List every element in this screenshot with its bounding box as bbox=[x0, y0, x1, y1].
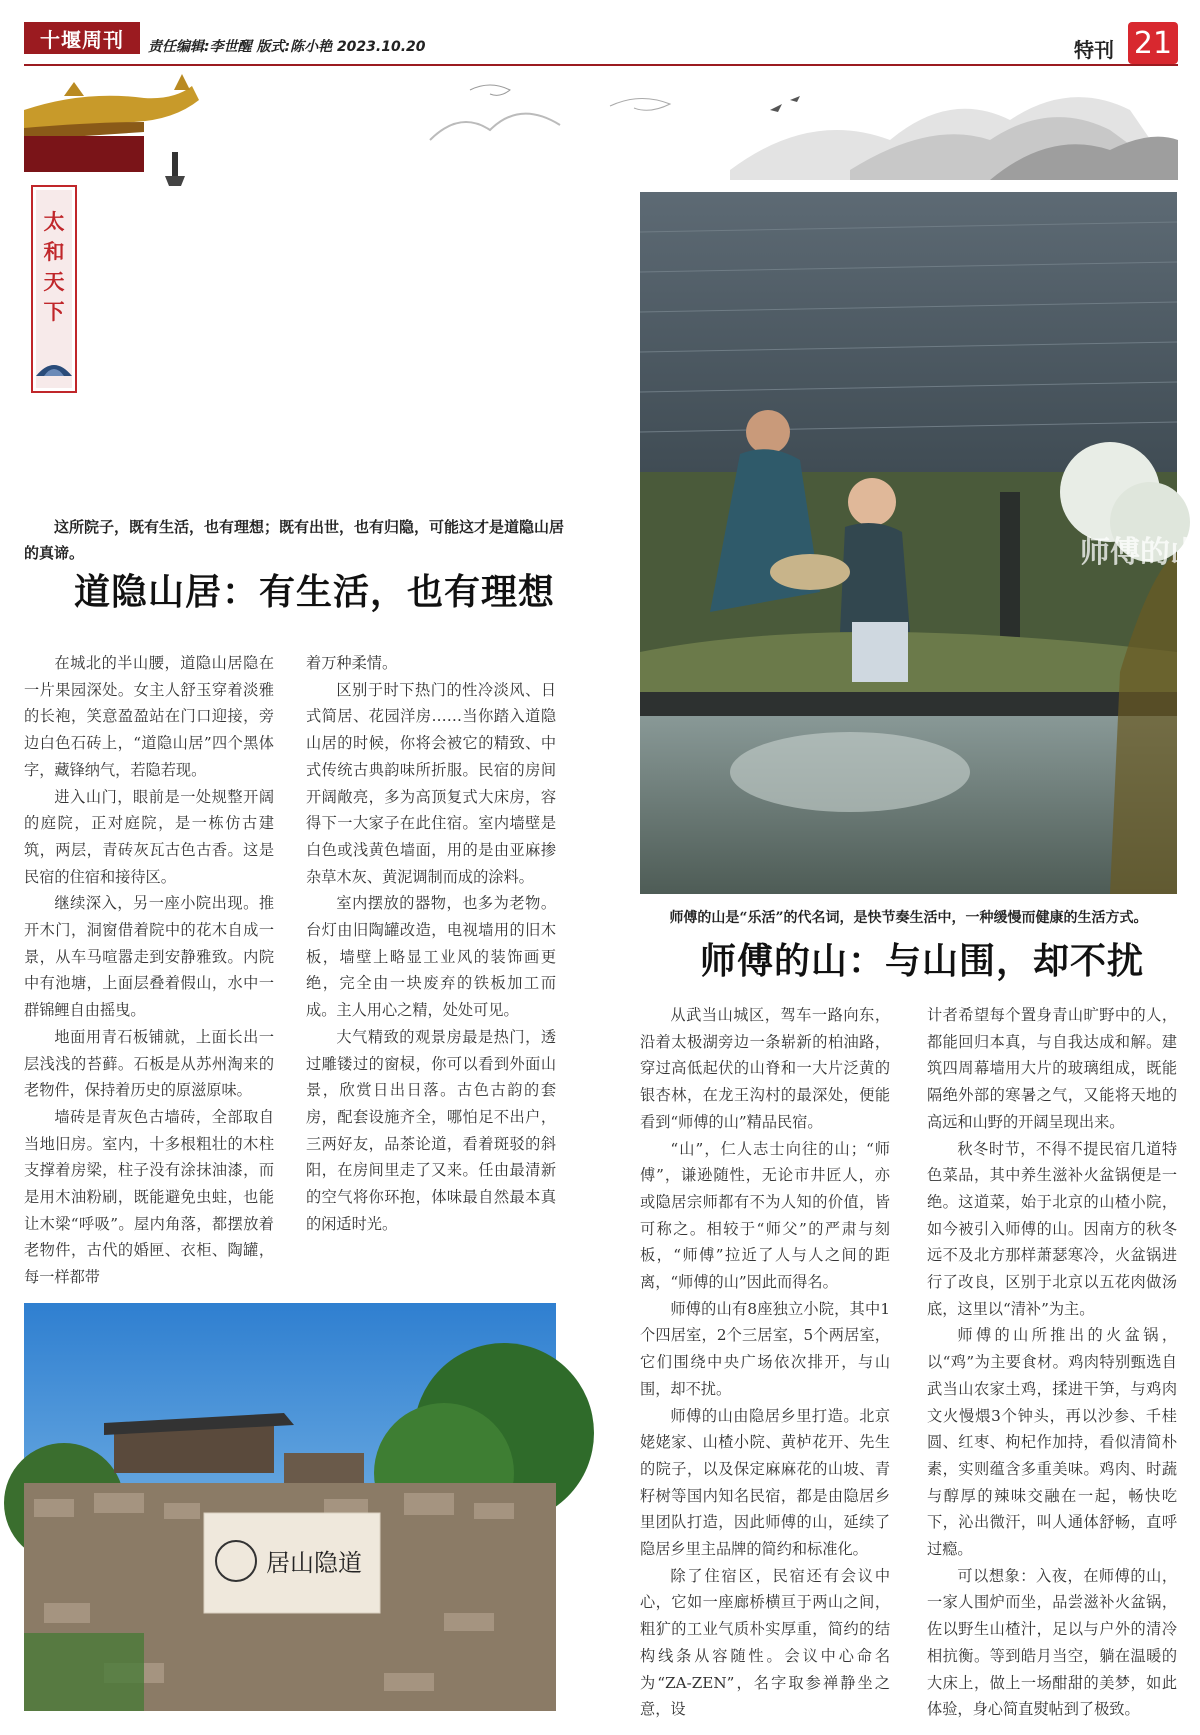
ink-landscape-illustration bbox=[430, 70, 1178, 180]
paragraph: 可以想象：入夜，在师傅的山，一家人围炉而坐，品尝滋补火盆锅，佐以野生山楂汁，足以与户外的清冷相抗衡。等到皓月当空，躺在温暖的大床上，做上一场酣甜的美梦，如此体验，身心简直熨帖到了极致。 bbox=[927, 1566, 1177, 1719]
paragraph: 大气精致的观景房最是热门，透过雕镂过的窗棂，你可以看到外面山景，欣赏日出日落。古色古韵的套房，配套设施齐全，哪怕足不出户，三两好友，品茶论道，看着斑驳的斜阳，在房间里走了又来。任由最清新的空气将你环抱，体味最自然最本真的闲适时光。 bbox=[306, 1027, 556, 1233]
paragraph: 师傅的山所推出的火盆锅，以“鸡”为主要食材。鸡肉特别甄选自武当山农家土鸡，揉进干笋，与鸡肉文火慢煨3个钟头，再以沙参、千桂圆、红枣、枸杞作加持，看似清简朴素，实则蕴含多重美味。鸡肉、时蔬与醇厚的辣味交融在一起，畅快吃下，沁出微汗，叫人通体舒畅，直呼过瘾。 bbox=[927, 1326, 1177, 1559]
column-banner bbox=[24, 186, 84, 392]
page-number-badge: 21 bbox=[1128, 22, 1178, 64]
article2-column-2 bbox=[927, 1002, 1177, 1723]
article2-headline: 师傅的山：与山围，却不扰 bbox=[700, 940, 1145, 982]
paragraph: 地面用青石板铺就，上面长出一层浅浅的苔藓。石板是从苏州淘来的老物件，保持着历史的原滋原味。 bbox=[24, 1027, 274, 1100]
paragraph: 继续深入，另一座小院出现。推开木门，洞窗借着院中的花木自成一景，从车马喧嚣走到安静雅致。内院中有池塘，上面层叠着假山，水中一群锦鲤自由摇曳。 bbox=[24, 894, 274, 1020]
paragraph: 室内摆放的器物，也多为老物。台灯由旧陶罐改造，电视墙用的旧木板，墙壁上略显工业风的装饰画更绝，完全由一块废弃的铁板加工而成。主人用心之精，处处可见。 bbox=[306, 894, 556, 1020]
paragraph: 着万种柔情。 bbox=[306, 654, 398, 672]
masthead-logo: 十堰周刊 bbox=[24, 22, 140, 54]
article2-lead: 师傅的山是“乐活”的代名词，是快节奏生活中，一种缓慢而健康的生活方式。 bbox=[669, 910, 1148, 926]
article1-column-2 bbox=[306, 650, 556, 1237]
paragraph: 区别于时下热门的性冷淡风、日式简居、花园洋房……当你踏入道隐山居的时候，你将会被它的精致、中式传统古典韵味所折服。民宿的房间开阔敞亮，多为高顶复式大床房，容得下一大家子在此住宿。室内墙壁是白色或浅黄色墙面，用的是由亚麻掺杂草木灰、黄泥调制而成的涂料。 bbox=[306, 680, 556, 886]
section-label: 特刊 bbox=[1074, 38, 1114, 62]
editor-credits: 责任编辑:李世醒 版式:陈小艳 2023.10.20 bbox=[148, 39, 426, 55]
paragraph: “山”，仁人志士向往的山；“师傅”，谦逊随性，无论市井匠人，亦或隐居宗师都有不为人知的价值，皆可称之。相较于“师父”的严肃与刻板，“师傅”拉近了人与人之间的距离，“师傅的山”因此而得名。 bbox=[640, 1139, 890, 1292]
paragraph: 计者希望每个置身青山旷野中的人，都能回归本真，与自我达成和解。建筑四周幕墙用大片的玻璃组成，既能隔绝外部的寒暑之气，又能将天地的高远和山野的开阔呈现出来。 bbox=[927, 1006, 1177, 1131]
paragraph: 墙砖是青灰色古墙砖，全部取自当地旧房。室内，十多根粗壮的木柱支撑着房梁，柱子没有涂抹油漆，而是用木油粉刷，既能避免虫蛀，也能让木梁“呼吸”。屋内角落，都摆放着老物件，古代的婚匣、衣柜、陶罐，每一样都带 bbox=[24, 1107, 274, 1287]
sign-text: 居山隐道 bbox=[266, 1549, 362, 1577]
photo-overlay-text: 师傅的山 bbox=[1080, 535, 1200, 570]
photo-daoyin-entrance-wall bbox=[24, 1303, 556, 1711]
article1-column-1 bbox=[24, 650, 274, 1291]
roof-eave-illustration bbox=[24, 70, 214, 190]
paragraph: 师傅的山有8座独立小院，其中1个四居室，2个三居室，5个两居室，它们围绕中央广场依次排开，与山围，却不扰。 bbox=[640, 1299, 890, 1398]
banner-char: 和 bbox=[43, 239, 65, 264]
photo-shifu-mountain-courtyard bbox=[640, 192, 1200, 894]
banner-char: 下 bbox=[43, 299, 65, 324]
paragraph: 师傅的山由隐居乡里打造。北京姥姥家、山楂小院、黄栌花开、先生的院子，以及保定麻麻花的山坡、青籽树等国内知名民宿，都是由隐居乡里团队打造，因此师傅的山，延续了隐居乡里主品牌的简约和标准化。 bbox=[640, 1406, 890, 1559]
banner-char: 太 bbox=[43, 209, 65, 234]
article1-lead: 这所院子，既有生活，也有理想；既有出世，也有归隐，可能这才是道隐山居的真谛。 bbox=[24, 518, 565, 562]
article2-column-1 bbox=[640, 1002, 890, 1723]
paragraph: 从武当山城区，驾车一路向东，沿着太极湖旁边一条崭新的柏油路，穿过高低起伏的山脊和一大片泛黄的银杏林，在龙王沟村的最深处，便能看到“师傅的山”精品民宿。 bbox=[640, 1006, 890, 1131]
paragraph: 进入山门，眼前是一处规整开阔的庭院，正对庭院，是一栋仿古建筑，两层，青砖灰瓦古色古香。这是民宿的住宿和接待区。 bbox=[24, 787, 274, 886]
paragraph: 在城北的半山腰，道隐山居隐在一片果园深处。女主人舒玉穿着淡雅的长袍，笑意盈盈站在门口迎接，旁边白色石砖上，“道隐山居”四个黑体字，藏锋纳气，若隐若现。 bbox=[24, 654, 274, 779]
paragraph: 除了住宿区，民宿还有会议中心，它如一座廊桥横亘于两山之间，粗犷的工业气质朴实厚重，简约的结构线条从容随性。会议中心命名为“ZA-ZEN”，名字取参禅静坐之意，设 bbox=[640, 1566, 890, 1719]
header-rule bbox=[24, 64, 1178, 66]
article1-headline: 道隐山居：有生活，也有理想 bbox=[74, 571, 556, 613]
banner-char: 天 bbox=[43, 269, 65, 294]
paragraph: 秋冬时节，不得不提民宿几道特色菜品，其中养生滋补火盆锅便是一绝。这道菜，始于北京的山楂小院，如今被引入师傅的山。因南方的秋冬远不及北方那样萧瑟寒冷，火盆锅进行了改良，区别于北京以五花肉做汤底，这里以“清补”为主。 bbox=[927, 1139, 1177, 1318]
